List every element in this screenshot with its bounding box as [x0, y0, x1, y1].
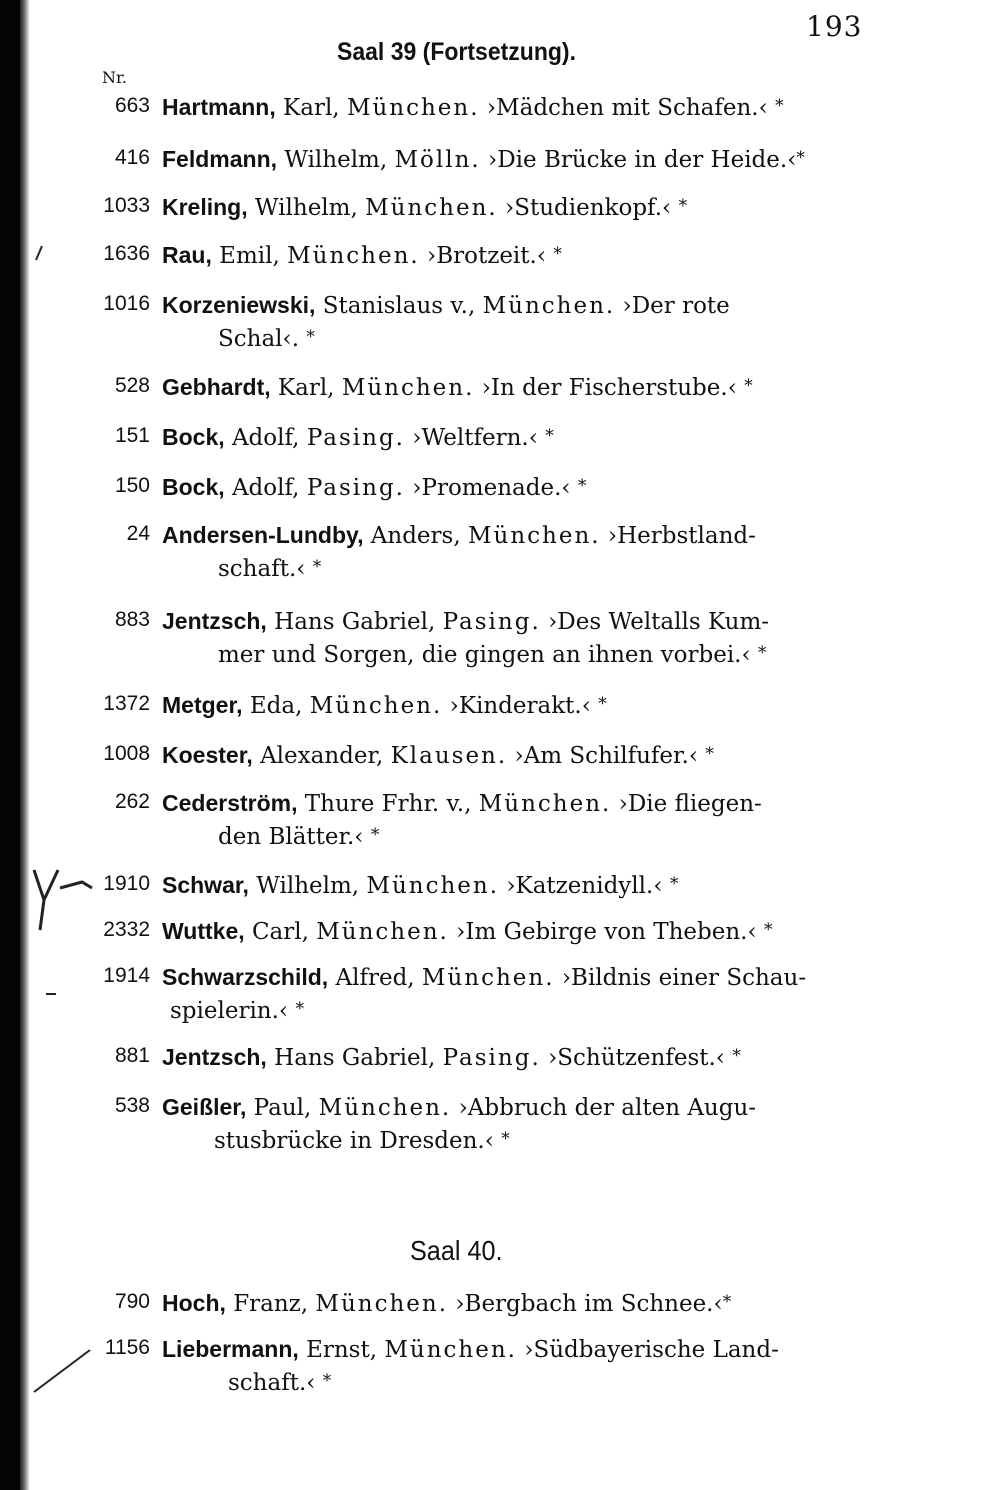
entry-number: 1372 — [103, 692, 150, 715]
work-title: ›Studienkopf.‹ — [505, 195, 672, 221]
work-title: ›In der Fischerstube.‹ — [481, 375, 737, 401]
work-title: ›Herbstland- — [607, 523, 756, 549]
entry-number: 416 — [114, 146, 150, 169]
artist-name: Metger, — [162, 692, 243, 718]
city: München. — [478, 791, 612, 817]
artist-rest: Emil, — [211, 243, 280, 269]
artist-name: Cederström, — [162, 790, 298, 816]
work-title-cont: schaft.‹ — [228, 1370, 316, 1396]
artist-rest: Adolf, — [224, 475, 300, 501]
entry-number: 528 — [114, 374, 150, 397]
page-number: 193 — [806, 10, 863, 43]
entry-number: 790 — [114, 1290, 150, 1313]
city: München. — [366, 873, 500, 899]
entry-number: 1008 — [103, 742, 150, 765]
artist-rest: Eda, — [242, 693, 303, 719]
work-title-cont: stusbrücke in Dresden.‹ — [214, 1128, 494, 1154]
entry-number: 1156 — [104, 1336, 150, 1359]
artist-rest: Paul, — [246, 1095, 312, 1121]
entry-number: 262 — [114, 790, 150, 813]
pencil-check-mark — [20, 860, 100, 940]
work-title-cont: den Blätter.‹ — [218, 824, 364, 850]
star-mark: * — [306, 327, 315, 347]
work-title: ›Im Gebirge von Theben.‹ — [456, 919, 757, 945]
artist-name: Hoch, — [162, 1290, 226, 1316]
entry-number: 1914 — [103, 964, 150, 987]
entry-number: 538 — [114, 1094, 150, 1117]
artist-name: Jentzsch, — [162, 608, 267, 634]
city: München. — [341, 375, 475, 401]
artist-name: Andersen-Lundby, — [162, 522, 364, 548]
work-title: ›Des Weltalls Kum- — [548, 609, 770, 635]
artist-rest: Franz, — [225, 1291, 309, 1317]
artist-rest: Anders, — [363, 523, 461, 549]
work-title: ›Katzenidyll.‹ — [506, 873, 663, 899]
city: München. — [384, 1337, 517, 1363]
star-mark: * — [775, 96, 784, 116]
city: München. — [346, 95, 480, 121]
work-title: ›Abbruch der alten Augu- — [458, 1095, 757, 1121]
pencil-tick-mark — [32, 244, 46, 264]
artist-name: Kreling, — [162, 194, 248, 220]
artist-name: Jentzsch, — [162, 1044, 267, 1070]
artist-rest: Alexander, — [252, 743, 384, 769]
star-mark: * — [553, 244, 562, 264]
city: Klausen. — [390, 743, 508, 769]
star-mark: * — [744, 376, 753, 396]
entry-number: 1910 — [103, 872, 150, 895]
nr-column-label: Nr. — [102, 68, 127, 87]
city: München. — [482, 293, 616, 319]
entry-number: 2332 — [103, 918, 150, 941]
artist-name: Schwarzschild, — [162, 964, 329, 990]
star-mark: * — [312, 557, 322, 577]
work-title: ›Promenade.‹ — [412, 475, 571, 501]
star-mark: * — [796, 148, 805, 168]
star-mark: * — [758, 643, 767, 663]
artist-name: Gebhardt, — [162, 374, 271, 400]
artist-name: Wuttke, — [162, 918, 245, 944]
artist-rest: Carl, — [244, 919, 309, 945]
artist-name: Geißler, — [162, 1094, 247, 1120]
work-title: ›Die Brücke in der Heide.‹ — [488, 147, 797, 173]
artist-rest: Thure Frhr. v., — [297, 791, 472, 817]
artist-rest: Adolf, — [224, 425, 300, 451]
work-title: ›Mädchen mit Schafen.‹ — [486, 95, 768, 121]
artist-rest: Stanislaus v., — [315, 293, 476, 319]
artist-rest: Wilhelm, — [247, 195, 358, 221]
artist-rest: Karl, — [270, 375, 335, 401]
work-title: ›Am Schilfufer.‹ — [514, 743, 699, 769]
artist-name: Rau, — [162, 242, 212, 268]
city: München. — [315, 1291, 449, 1317]
work-title: ›Schützenfest.‹ — [548, 1045, 726, 1071]
star-mark: * — [501, 1129, 510, 1149]
entry-number: 883 — [114, 608, 150, 631]
work-title-cont: schaft.‹ — [218, 556, 306, 582]
work-title: ›Bergbach im Schnee.‹ — [455, 1291, 723, 1317]
city: München. — [287, 243, 420, 269]
artist-rest: Alfred, — [328, 965, 415, 991]
star-mark: * — [763, 920, 773, 940]
entry-number: 1636 — [103, 242, 150, 265]
city: Pasing. — [306, 425, 405, 451]
star-mark: * — [295, 999, 304, 1019]
star-mark: * — [322, 1371, 332, 1391]
artist-name: Hartmann, — [162, 94, 276, 120]
star-mark: * — [577, 476, 587, 496]
work-title-cont: spielerin.‹ — [170, 998, 289, 1024]
artist-name: Korzeniewski, — [162, 292, 316, 318]
city: Pasing. — [442, 609, 541, 635]
entry-number: 1016 — [103, 292, 150, 315]
artist-rest: Ernst, — [298, 1337, 378, 1363]
entry-number: 1033 — [103, 194, 150, 217]
page-header: Saal 39 (Fortsetzung). — [337, 38, 576, 66]
artist-name: Liebermann, — [162, 1336, 299, 1362]
city: München. — [421, 965, 555, 991]
star-mark: * — [598, 694, 607, 714]
artist-name: Feldmann, — [162, 146, 278, 172]
star-mark: * — [370, 825, 380, 845]
pencil-line-mark — [30, 1340, 100, 1400]
star-mark: * — [732, 1046, 741, 1066]
entry-number: 663 — [114, 94, 150, 117]
artist-rest: Hans Gabriel, — [266, 1045, 436, 1071]
city: Pasing. — [442, 1045, 541, 1071]
city: München. — [316, 919, 449, 945]
city: Mölln. — [394, 147, 481, 173]
work-title-cont: mer und Sorgen, die gingen an ihnen vorbei.‹ — [218, 642, 751, 668]
artist-name: Schwar, — [162, 872, 249, 898]
work-title-cont: Schal‹. — [218, 326, 300, 352]
artist-rest: Wilhelm, — [248, 873, 360, 899]
work-title: ›Südbayerische Land- — [524, 1337, 779, 1363]
star-mark: * — [705, 744, 714, 764]
section-title: Saal 40. — [410, 1235, 503, 1266]
pencil-dash-mark — [44, 990, 60, 998]
work-title: ›Weltfern.‹ — [412, 425, 538, 451]
artist-rest: Wilhelm, — [277, 147, 388, 173]
entry-number: 881 — [114, 1044, 150, 1067]
star-mark: * — [545, 426, 554, 446]
spine-gradient — [20, 0, 30, 1490]
artist-name: Koester, — [162, 742, 253, 768]
city: München. — [309, 693, 443, 719]
city: München. — [467, 523, 601, 549]
city: München. — [318, 1095, 452, 1121]
work-title: ›Die fliegen- — [618, 791, 762, 817]
work-title: ›Der rote — [622, 293, 730, 319]
artist-name: Bock, — [162, 474, 225, 500]
work-title: ›Bildnis einer Schau- — [561, 965, 807, 991]
star-mark: * — [678, 196, 688, 216]
entry-number: 151 — [114, 424, 150, 447]
entry-number: 150 — [114, 474, 150, 497]
artist-name: Bock, — [162, 424, 225, 450]
entry-number: 24 — [126, 522, 150, 545]
artist-rest: Karl, — [275, 95, 340, 121]
work-title: ›Brotzeit.‹ — [427, 243, 547, 269]
work-title: ›Kinderakt.‹ — [449, 693, 591, 719]
star-mark: * — [722, 1292, 732, 1312]
city: München. — [365, 195, 498, 221]
city: Pasing. — [306, 475, 405, 501]
artist-rest: Hans Gabriel, — [266, 609, 436, 635]
star-mark: * — [669, 874, 679, 894]
